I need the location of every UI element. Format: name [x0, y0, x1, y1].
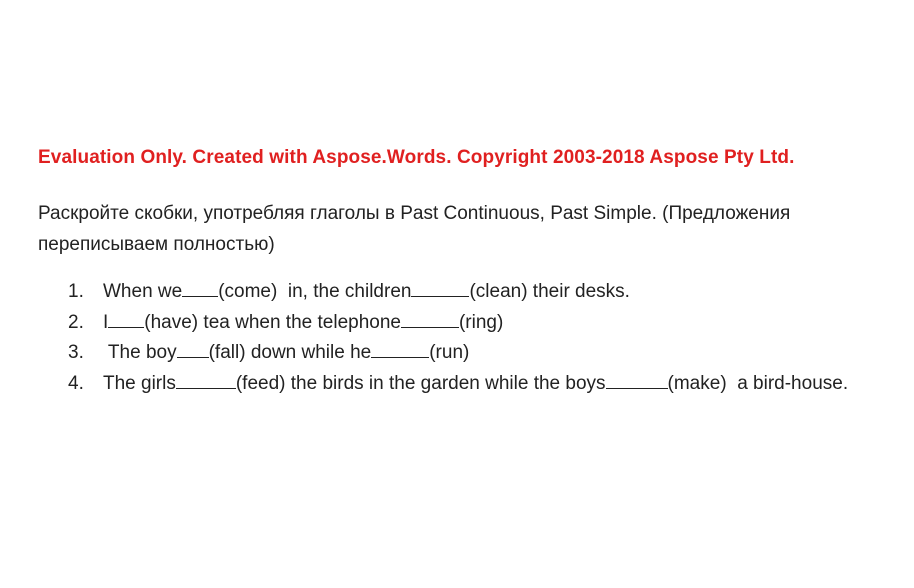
task-instructions: Раскройте скобки, употребляя глаголы в Past Continuous, Past Simple. (Предложения переписываем полностью) [38, 203, 791, 255]
exercise-item [68, 308, 848, 339]
answer-blank[interactable] [401, 308, 459, 328]
answer-blank[interactable] [177, 338, 209, 358]
answer-blank[interactable] [108, 308, 144, 328]
answer-blank[interactable] [606, 369, 668, 389]
exercise-list [68, 277, 848, 399]
exercise-text: I [103, 311, 109, 333]
exercise-number: 2. [68, 311, 84, 333]
exercise-number: 3. [68, 342, 84, 363]
exercise-item [68, 338, 848, 369]
exercise-text: (come) in, the children [218, 281, 412, 302]
exercise-number: 1. [68, 281, 84, 302]
exercise-text: (ring) [458, 311, 504, 333]
exercise-text: The boy [103, 342, 177, 363]
exercise-item [68, 369, 848, 400]
answer-blank[interactable] [182, 277, 218, 297]
exercise-text: When we [103, 281, 183, 302]
exercise-text: (have) tea when the telephone [144, 311, 401, 333]
exercise-text: (run) [429, 342, 470, 363]
exercise-text: (feed) the birds in the garden while the boys [235, 372, 606, 394]
exercise-text: (fall) down while he [208, 342, 372, 363]
evaluation-watermark: Evaluation Only. Created with Aspose.Words. Copyright 2003-2018 Aspose Pty Ltd. [38, 147, 795, 168]
answer-blank[interactable] [176, 369, 236, 389]
answer-blank[interactable] [411, 277, 469, 297]
answer-blank[interactable] [371, 338, 429, 358]
exercise-text: The girls [103, 372, 176, 394]
exercise-number: 4. [68, 372, 84, 394]
exercise-text: (clean) their desks. [469, 281, 630, 302]
exercise-text: (make) a bird-house. [667, 372, 849, 394]
exercise-item [68, 277, 848, 308]
